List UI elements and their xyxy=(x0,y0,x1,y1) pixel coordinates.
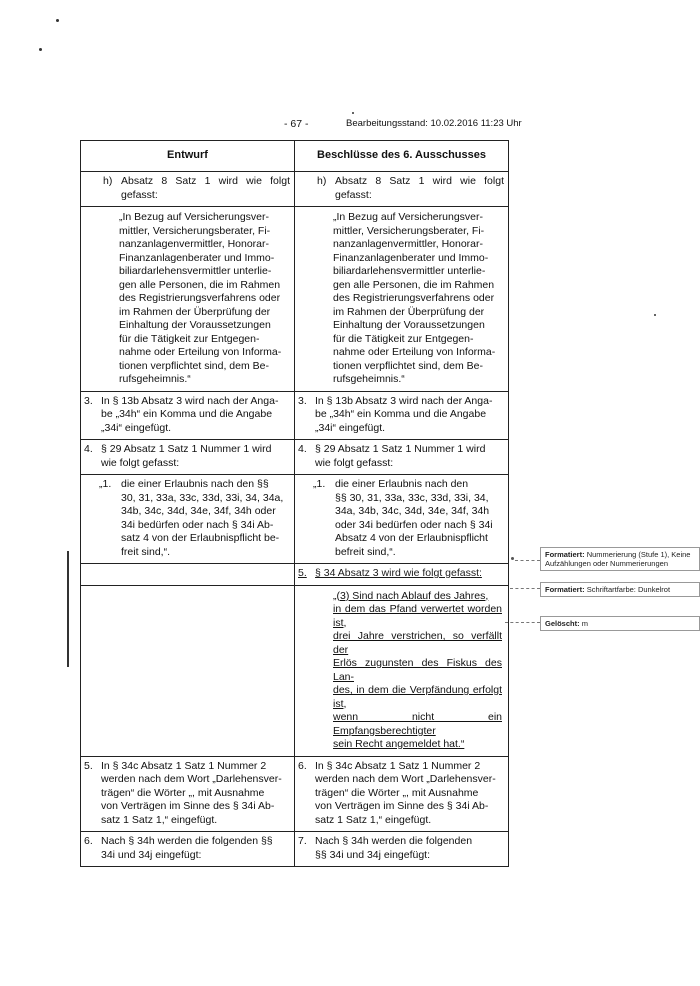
cell-left-empty xyxy=(81,564,295,586)
quote-line: nanzanlagenvermittler, Honorar- xyxy=(119,238,269,250)
quote-line: Finanzanlagenberater und Immo- xyxy=(119,251,275,264)
quote-line: des, in dem die Verpfändung erfolgt ist, xyxy=(333,684,502,710)
comment-balloon-formatting[interactable] xyxy=(540,547,700,571)
quote-line: Einhaltung der Voraussetzungen xyxy=(333,319,485,331)
column-heading-left: Entwurf xyxy=(81,141,295,172)
item-number: 4. xyxy=(84,443,93,455)
quote-line: sein Recht angemeldet hat.“ xyxy=(333,738,465,750)
quote-line: im Rahmen der Überprüfung der xyxy=(119,305,271,318)
cell-right xyxy=(295,832,509,867)
table-row xyxy=(81,207,509,392)
sub-item-label: „1. xyxy=(99,478,112,490)
sub-item-1-left xyxy=(81,475,294,563)
quote-line: drei Jahre verstrichen, so verfällt der xyxy=(333,630,502,656)
item-number: 5. xyxy=(298,567,307,579)
table-row xyxy=(81,832,509,867)
item-number: 4. xyxy=(298,443,307,455)
quote-line: mittler, Versicherungsberater, Fi- xyxy=(333,224,485,237)
comment-anchor xyxy=(511,557,514,560)
inserted-quote xyxy=(295,586,508,756)
quote-line: tionen verpflichtet sind, dem Be- xyxy=(333,359,483,372)
cell-left xyxy=(81,475,295,564)
cell-right-inserted xyxy=(295,585,509,756)
item-4-right xyxy=(295,440,508,474)
item-6-left xyxy=(81,832,294,866)
quote-line: wenn nicht ein Empfangsberechtigter xyxy=(333,711,502,737)
quote-line: „(3) Sind nach Ablauf des Jahres, xyxy=(333,589,489,602)
table-row xyxy=(81,475,509,564)
quote-line: nahme oder Erteilung von Informa- xyxy=(119,346,282,358)
quote-line: „In Bezug auf Versicherungsver- xyxy=(333,211,483,223)
quote-line: Finanzanlagenberater und Immo- xyxy=(333,251,489,264)
item-text: Absatz 8 Satz 1 wird wie folgt gefasst: xyxy=(335,175,504,201)
comment-balloon-deleted[interactable] xyxy=(540,616,700,631)
table-row xyxy=(81,172,509,207)
item-number: 3. xyxy=(84,394,93,407)
quote-line: nahme oder Erteilung von Informa- xyxy=(333,346,496,358)
cell-right-inserted xyxy=(295,564,509,586)
cell-right xyxy=(295,207,509,392)
quote-block-left xyxy=(81,207,294,391)
item-text: § 29 Absatz 1 Satz 1 Nummer 1 wird wie folgt gefasst: xyxy=(315,443,486,469)
item-number: 6. xyxy=(298,759,307,772)
comment-balloon-font-color[interactable] xyxy=(540,582,700,597)
cell-right xyxy=(295,475,509,564)
table-row xyxy=(81,585,509,756)
quote-block-right xyxy=(295,207,508,391)
quote-line: tionen verpflichtet sind, dem Be- xyxy=(119,359,269,372)
comment-text: Nummerierung (Stufe 1), Keine Aufzählungen oder Nummerierungen xyxy=(545,550,691,568)
quote-line: biliardarlehensvermittler unterlie- xyxy=(119,265,272,277)
comment-leader xyxy=(510,588,540,589)
comment-text: Schriftartfarbe: Dunkelrot xyxy=(586,585,671,594)
quote-line: Einhaltung der Voraussetzungen xyxy=(119,319,271,331)
comment-label: Gelöscht: xyxy=(545,619,580,628)
table-row xyxy=(81,756,509,832)
comment-label: Formatiert: xyxy=(545,585,585,594)
item-text: Nach § 34h werden die folgenden §§ 34i und 34j eingefügt: xyxy=(315,835,473,861)
item-text: Nach § 34h werden die folgenden §§ 34i und 34j eingefügt: xyxy=(101,835,273,861)
item-3-left xyxy=(81,392,294,440)
edit-status: Bearbeitungsstand: 10.02.2016 11:23 Uhr xyxy=(346,118,522,129)
item-text: In § 13b Absatz 3 wird nach der Anga- be „34h“ ein Komma und die Angabe „34i“ eingefügt. xyxy=(101,394,279,434)
comment-leader xyxy=(515,560,540,561)
quote-line: nanzanlagenvermittler, Honorar- xyxy=(333,238,483,250)
cell-right xyxy=(295,756,509,832)
sub-item-text: die einer Erlaubnis nach den §§ 30, 31, 33a, 33c, 33d, 33i, 34, 34a, 34b, 34c, 34d, 34e, 34f, 34h oder 34i bedürfen oder nach § 34i Ab- satz 4 von der Erlaubnispflicht be- freit sind,“. xyxy=(121,478,284,558)
cell-left-empty xyxy=(81,585,295,756)
quote-line: „In Bezug auf Versicherungsver- xyxy=(119,211,269,223)
item-h-right xyxy=(295,172,508,206)
item-number: 7. xyxy=(298,835,307,847)
item-3-right xyxy=(295,392,508,440)
item-number: 5. xyxy=(84,759,93,772)
item-4-left xyxy=(81,440,294,474)
quote-line: in dem das Pfand verwertet worden ist, xyxy=(333,603,502,629)
quote-line: mittler, Versicherungsberater, Fi- xyxy=(119,224,271,237)
quote-line: biliardarlehensvermittler unterlie- xyxy=(333,265,486,277)
item-number: 3. xyxy=(298,394,307,407)
item-7-right xyxy=(295,832,508,866)
quote-line: des Registrierungsverfahrens oder xyxy=(333,292,495,304)
item-text: In § 13b Absatz 3 wird nach der Anga- be „34h“ ein Komma und die Angabe „34i“ eingefügt. xyxy=(315,394,493,434)
header-row xyxy=(81,141,509,172)
item-text: § 29 Absatz 1 Satz 1 Nummer 1 wird wie folgt gefasst: xyxy=(101,443,272,469)
quote-line: im Rahmen der Überprüfung der xyxy=(333,305,485,318)
synopsis-table xyxy=(80,140,509,867)
cell-left xyxy=(81,756,295,832)
cell-left xyxy=(81,172,295,207)
sub-item-1-right xyxy=(295,475,508,563)
table-row xyxy=(81,564,509,586)
cell-left xyxy=(81,207,295,392)
page-header xyxy=(0,118,700,134)
cell-right xyxy=(295,391,509,440)
item-6-right xyxy=(295,757,508,832)
table-row xyxy=(81,391,509,440)
change-bar xyxy=(67,551,69,667)
quote-line: rufsgeheimnis.“ xyxy=(119,373,191,385)
cell-left xyxy=(81,440,295,475)
item-h-left xyxy=(81,172,294,206)
item-text: In § 34c Absatz 1 Satz 1 Nummer 2 werden nach dem Wort „Darlehensver- trägen“ die Wörter „, mit Ausnahme von Verträgen im Sinne des § 34i Ab- satz 1 Satz 1,“ eingefügt. xyxy=(101,759,282,826)
comment-leader xyxy=(505,622,540,623)
sub-item-label: „1. xyxy=(313,478,326,490)
quote-line: für die Tätigkeit zur Entgegen- xyxy=(119,332,260,345)
cell-left xyxy=(81,832,295,867)
quote-line: für die Tätigkeit zur Entgegen- xyxy=(333,332,474,345)
item-text: § 34 Absatz 3 wird wie folgt gefasst: xyxy=(315,567,482,579)
quote-line: Erlös zugunsten des Fiskus des Lan- xyxy=(333,657,502,683)
cell-right xyxy=(295,440,509,475)
comment-text: m xyxy=(581,619,588,628)
item-text: Absatz 8 Satz 1 wird wie folgt gefasst: xyxy=(121,175,290,201)
quote-line: rufsgeheimnis.“ xyxy=(333,373,405,385)
item-text: In § 34c Absatz 1 Satz 1 Nummer 2 werden nach dem Wort „Darlehensver- trägen“ die Wörter „, mit Ausnahme von Verträgen im Sinne des § 34i Ab- satz 1 Satz 1,“ eingefügt. xyxy=(315,759,496,826)
table-row xyxy=(81,440,509,475)
item-5-left xyxy=(81,757,294,832)
item-label: h) xyxy=(317,175,327,187)
quote-line: des Registrierungsverfahrens oder xyxy=(119,292,281,304)
cell-right xyxy=(295,172,509,207)
item-label: h) xyxy=(103,175,113,187)
item-number: 6. xyxy=(84,835,93,847)
inserted-item-5 xyxy=(295,564,508,585)
quote-line: gen alle Personen, die im Rahmen xyxy=(333,278,495,291)
quote-line: gen alle Personen, die im Rahmen xyxy=(119,278,281,291)
column-heading-right: Beschlüsse des 6. Ausschusses xyxy=(295,141,509,172)
sub-item-text: die einer Erlaubnis nach den §§ 30, 31, 33a, 33c, 33d, 33i, 34, 34a, 34b, 34c, 34d, 34e, 34f, 34h oder 34i bedürfen oder nach § 34i Absatz 4 von der Erlaubnispflicht befreit sind,“. xyxy=(335,478,493,558)
cell-left xyxy=(81,391,295,440)
page-number: - 67 - xyxy=(284,118,309,130)
comment-label: Formatiert: xyxy=(545,550,585,559)
